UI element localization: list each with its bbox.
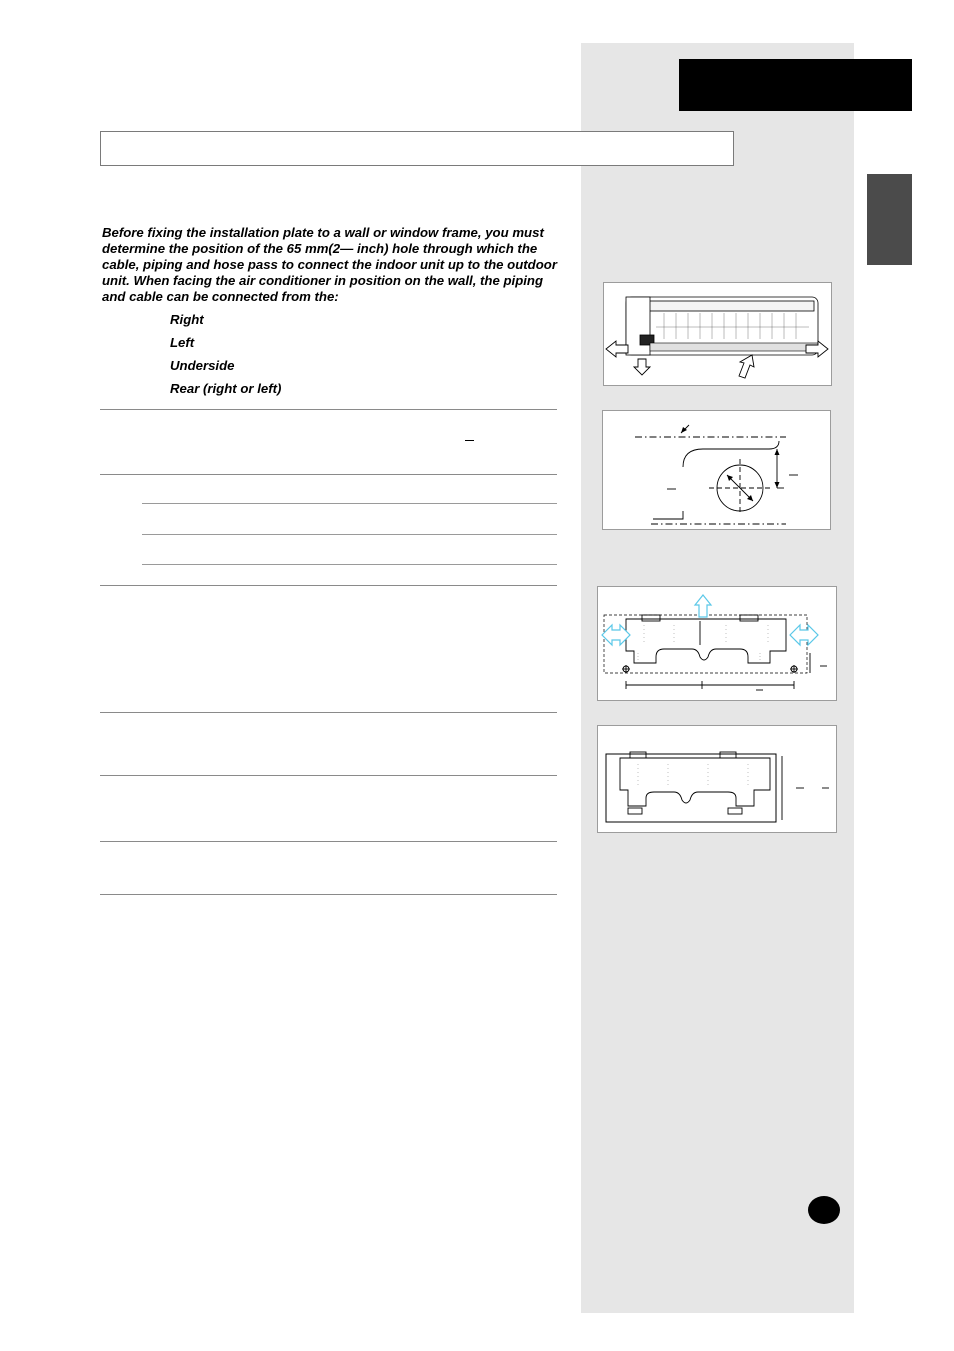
direction-right: Right [170, 312, 204, 327]
sub-divider-1 [142, 503, 557, 504]
installation-plate-drawing [598, 587, 835, 699]
direction-left: Left [170, 335, 195, 350]
section-tab [867, 174, 912, 265]
plate-position-figure [597, 725, 837, 833]
section-title-box [100, 131, 734, 166]
indoor-unit-drawing [604, 283, 830, 384]
page-number-badge [808, 1196, 840, 1224]
installation-plate-clearance-figure [597, 586, 837, 701]
divider-6 [100, 841, 557, 842]
direction-rear: Rear (right or left) [170, 381, 282, 396]
direction-list [170, 312, 281, 404]
divider-4 [100, 712, 557, 713]
indoor-unit-figure [603, 282, 832, 386]
dash-mark [465, 440, 474, 441]
hole-position-figure [602, 410, 831, 530]
divider-5 [100, 775, 557, 776]
direction-underside: Underside [170, 358, 235, 373]
intro-paragraph [102, 225, 562, 305]
sub-divider-3 [142, 564, 557, 565]
header-block [679, 59, 912, 111]
divider-1 [100, 409, 557, 410]
plate-position-drawing [598, 726, 835, 831]
divider-2 [100, 474, 557, 475]
intro-text: Before fixing the installation plate to a wall or window frame, you must determine the position of the 65 mm(2— inch) hole through which the cable, piping and hose pass to connect the indoor unit up to the outdoor unit. When facing the air conditioner in position on the wall, the piping and cable can be connected from the: [102, 225, 557, 304]
divider-7 [100, 894, 557, 895]
sub-divider-2 [142, 534, 557, 535]
divider-3 [100, 585, 557, 586]
hole-position-drawing [603, 411, 829, 528]
